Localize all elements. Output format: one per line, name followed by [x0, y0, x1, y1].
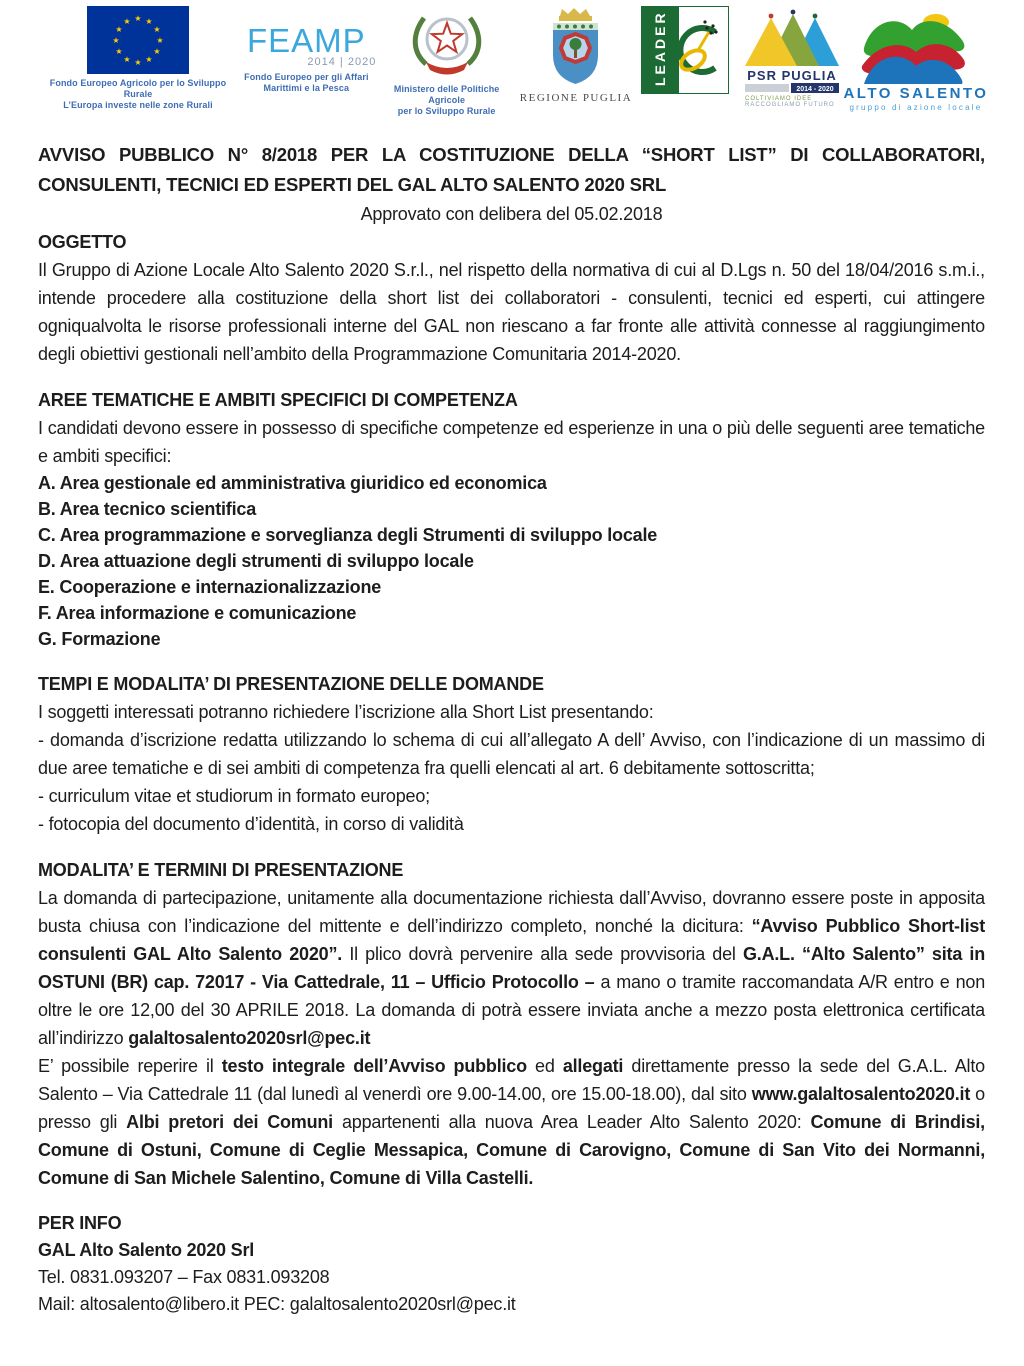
tempi-intro: I soggetti interessati potranno richiedere l’iscrizione alla Short List presentando: [38, 702, 654, 722]
logo-psr-puglia [736, 6, 848, 106]
perinfo-mail: Mail: altosalento@libero.it PEC: galaltosalento2020srl@pec.it [38, 1294, 516, 1314]
eu-flag-caption [40, 78, 236, 111]
section-heading-aree: AREE TEMATICHE E AMBITI SPECIFICI DI COMPETENZA [38, 390, 518, 410]
svg-text:★: ★ [115, 47, 123, 56]
ministero-caption-line2: per lo Sviluppo Rurale [397, 106, 496, 116]
logo-feamp [236, 6, 376, 94]
regione-puglia-caption: REGIONE PUGLIA [519, 92, 633, 104]
logo-regione-puglia [517, 6, 635, 104]
aree-item-a: A. Area gestionale ed amministrativa giuridico ed economica [38, 473, 547, 493]
svg-text:★: ★ [123, 17, 131, 26]
aree-item-g: G. Formazione [38, 629, 161, 649]
leader-icon [641, 6, 729, 94]
aree-item-f: F. Area informazione e comunicazione [38, 603, 357, 623]
approval-line: Approvato con delibera del 05.02.2018 [360, 204, 663, 224]
svg-text:★: ★ [153, 47, 161, 56]
ministero-caption-line1: Ministero delle Politiche Agricole [393, 84, 500, 105]
psr-tagline2: RACCOGLIAMO FUTURO [744, 102, 835, 106]
section-heading-oggetto: OGGETTO [38, 232, 127, 252]
alto-salento-icon [852, 6, 980, 84]
feamp-years: 2014 | 2020 [307, 56, 377, 68]
tempi-bullet-curriculum: - curriculum vitae et studiorum in formato europeo; [38, 786, 430, 806]
eu-flag-caption-line2: L’Europa investe nelle zone Rurali [63, 100, 213, 110]
ministero-caption [377, 84, 517, 117]
regione-puglia-crest-icon [540, 6, 612, 90]
psr-tagline1: COLTIVIAMO IDEE [744, 96, 812, 102]
psr-title: PSR PUGLIA [746, 68, 837, 83]
per-info-block [38, 1210, 985, 1318]
svg-text:★: ★ [112, 36, 120, 45]
svg-text:★: ★ [153, 25, 161, 34]
svg-text:★: ★ [134, 14, 142, 23]
tempi-bullet-fotocopia: - fotocopia del documento d’identità, in corso di validità [38, 814, 464, 834]
logo-leader [635, 6, 735, 94]
feamp-caption [244, 72, 368, 94]
spacer [38, 838, 985, 856]
section-heading-tempi: TEMPI E MODALITA’ DI PRESENTAZIONE DELLE DOMANDE [38, 674, 544, 694]
modalita-paragraph-2: E’ possibile reperire il testo integrale dell’Avviso pubblico ed allegati direttamente presso la sede del G.A.L. Alto Salento – Via Cattedrale 11 (dal lunedì al venerdì ore 9.00-14.00, ore 15.00-18.00), dal sito www.galaltosalento2020.it o presso gli Albi pretori dei Comuni appartenenti alla nuova Area Leader Alto Salento 2020: Comune di Brindisi, Comune di Ostuni, Comune di Ceglie Messapica, Comune di Carovigno, Comune di San Vito dei Normanni, Comune di San Michele Salentino, Comune di Villa Castelli. [38, 1056, 985, 1188]
svg-text:★: ★ [123, 55, 131, 64]
logo-strip [0, 0, 1024, 118]
logo-eu-flag [40, 6, 236, 111]
psr-puglia-icon [739, 6, 845, 106]
spacer [38, 1192, 985, 1210]
eu-flag-caption-line1: Fondo Europeo Agricolo per lo Sviluppo Rurale [49, 78, 227, 99]
svg-text:★: ★ [156, 36, 164, 45]
aree-item-c: C. Area programmazione e sorveglianza degli Strumenti di sviluppo locale [38, 525, 658, 545]
section-heading-modalita: MODALITA’ E TERMINI DI PRESENTAZIONE [38, 860, 404, 880]
svg-text:★: ★ [145, 17, 153, 26]
feamp-caption-line1: Fondo Europeo per gli Affari [244, 72, 369, 82]
svg-text:★: ★ [134, 58, 142, 67]
alto-salento-subtitle: gruppo di azione locale [849, 103, 983, 112]
aree-intro: I candidati devono essere in possesso di specifiche competenze ed esperienze in una o più delle seguenti aree tematiche e ambiti specifici: [38, 418, 985, 466]
italy-emblem-icon [404, 6, 490, 80]
spacer [38, 368, 985, 386]
psr-years: 2014 - 2020 [795, 86, 834, 93]
feamp-caption-line2: Marittimi e la Pesca [263, 83, 350, 93]
document-body [0, 118, 1024, 1318]
svg-text:★: ★ [145, 55, 153, 64]
svg-text:★: ★ [115, 25, 123, 34]
logo-alto-salento [843, 6, 989, 112]
aree-item-e: E. Cooperazione e internazionalizzazione [38, 577, 382, 597]
feamp-wordmark: FEAMP [246, 22, 366, 59]
perinfo-phone: Tel. 0831.093207 – Fax 0831.093208 [38, 1267, 330, 1287]
perinfo-heading: PER INFO [38, 1213, 122, 1233]
oggetto-paragraph: Il Gruppo di Azione Locale Alto Salento 2020 S.r.l., nel rispetto della normativa di cui al D.Lgs n. 50 del 18/04/2016 s.m.i., intende procedere alla costituzione della short list dei collaboratori - consulenti, tecnici ed esperti, cui attingere ogniqualvolta le risorse professionali interne del GAL non riescano a far fronte alle attività connesse al raggiungimento degli obiettivi gestionali nell’ambito della Programmazione Comunitaria 2014-2020. [38, 260, 985, 364]
alto-salento-title: ALTO SALENTO [843, 85, 989, 102]
logo-ministero [377, 6, 517, 117]
perinfo-org: GAL Alto Salento 2020 Srl [38, 1240, 255, 1260]
modalita-paragraph-1: La domanda di partecipazione, unitamente alla documentazione richiesta dall’Avviso, dovranno essere poste in apposita busta chiusa con l’indicazione del mittente e dell’indirizzo completo, nonché la dicitura: “Avviso Pubblico Short-list consulenti GAL Alto Salento 2020”. Il plico dovrà pervenire alla sede provvisoria del G.A.L. “Alto Salento” sita in OSTUNI (BR) cap. 72017 - Via Cattedrale, 11 – Ufficio Protocollo – a mano o tramite raccomandata A/R entro e non oltre le ore 12,00 del 30 APRILE 2018. La domanda di potrà essere inviata anche a mezzo posta elettronica certificata all’indirizzo galaltosalento2020srl@pec.it [38, 888, 986, 1048]
tempi-bullet-domanda: - domanda d’iscrizione redatta utilizzando lo schema di cui all’allegato A dell’ Avviso, con l’indicazione di un massimo di due aree tematiche e di sei ambiti di competenza fra quelli elencati al art. 6 debitamente sottoscritta; [38, 730, 985, 778]
aree-item-d: D. Area attuazione degli strumenti di sviluppo locale [38, 551, 474, 571]
document-title: AVVISO PUBBLICO N° 8/2018 PER LA COSTITUZIONE DELLA “SHORT LIST” DI COLLABORATORI, CONSULENTI, TECNICI ED ESPERTI DEL GAL ALTO SALENTO 2020 SRL [38, 144, 985, 195]
svg-text:LEADER: LEADER [652, 10, 669, 86]
eu-flag-icon [87, 6, 189, 74]
spacer [38, 652, 985, 670]
aree-item-b: B. Area tecnico scientifica [38, 499, 257, 519]
